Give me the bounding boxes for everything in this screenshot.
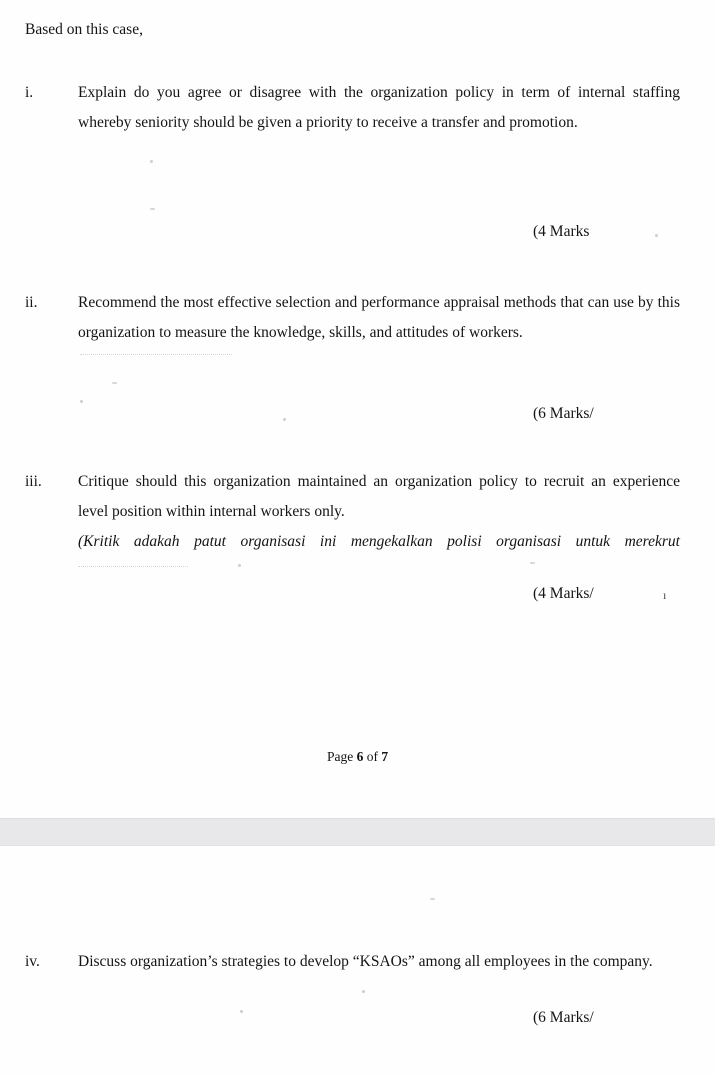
question-iii-number: iii.	[25, 473, 42, 490]
question-iii-marks: (4 Marks/	[533, 585, 594, 602]
page-footer-current: 6	[356, 749, 364, 764]
question-i-text: Explain do you agree or disagree with the organization policy in term of internal staffing whereby seniority should be given a priority to receive a transfer and promotion.	[78, 84, 680, 131]
question-iii	[25, 467, 680, 557]
question-iii-text	[78, 467, 680, 557]
question-iii-text-malay: (Kritik adakah patut organisasi ini mengekalkan polisi organisasi untuk merekrut	[78, 533, 680, 550]
scan-artifact	[80, 400, 83, 403]
question-i	[25, 78, 680, 138]
question-ii-text: Recommend the most effective selection and performance appraisal methods that can use by this organization to measure the knowledge, skills, and attitudes of workers.	[78, 294, 680, 341]
question-iv-number: iv.	[25, 953, 40, 970]
page-footer	[0, 748, 715, 766]
page-separator-band	[0, 818, 715, 846]
page-footer-label: Page	[326, 749, 354, 764]
scan-artifact	[240, 1010, 243, 1013]
scan-artifact	[112, 382, 117, 384]
scan-artifact	[78, 566, 188, 567]
scan-artifact	[150, 160, 153, 163]
question-iv-marks: (6 Marks/	[533, 1009, 594, 1026]
scan-artifact	[238, 564, 241, 567]
page-footer-of: of	[366, 749, 378, 764]
scan-artifact	[362, 990, 365, 993]
question-iv	[25, 947, 680, 977]
page-footer-total: 7	[381, 749, 389, 764]
scan-artifact	[150, 208, 155, 210]
scan-artifact	[80, 354, 232, 355]
question-i-number: i.	[25, 84, 34, 101]
scan-artifact	[430, 898, 435, 900]
question-iii-text-english: Critique should this organization maintained an organization policy to recruit an experience level position within internal workers only.	[78, 473, 680, 520]
intro-text: Based on this case,	[25, 21, 143, 38]
scan-artifact	[283, 418, 286, 421]
question-ii	[25, 288, 680, 348]
question-iv-text: Discuss organization’s strategies to develop “KSAOs” among all employees in the company.	[78, 953, 653, 970]
question-ii-marks: (6 Marks/	[533, 405, 594, 422]
scan-stray-character: ı	[663, 588, 667, 602]
scan-artifact	[655, 234, 658, 237]
question-i-marks: (4 Marks	[533, 223, 590, 240]
scan-artifact	[530, 562, 535, 564]
question-ii-number: ii.	[25, 294, 38, 311]
